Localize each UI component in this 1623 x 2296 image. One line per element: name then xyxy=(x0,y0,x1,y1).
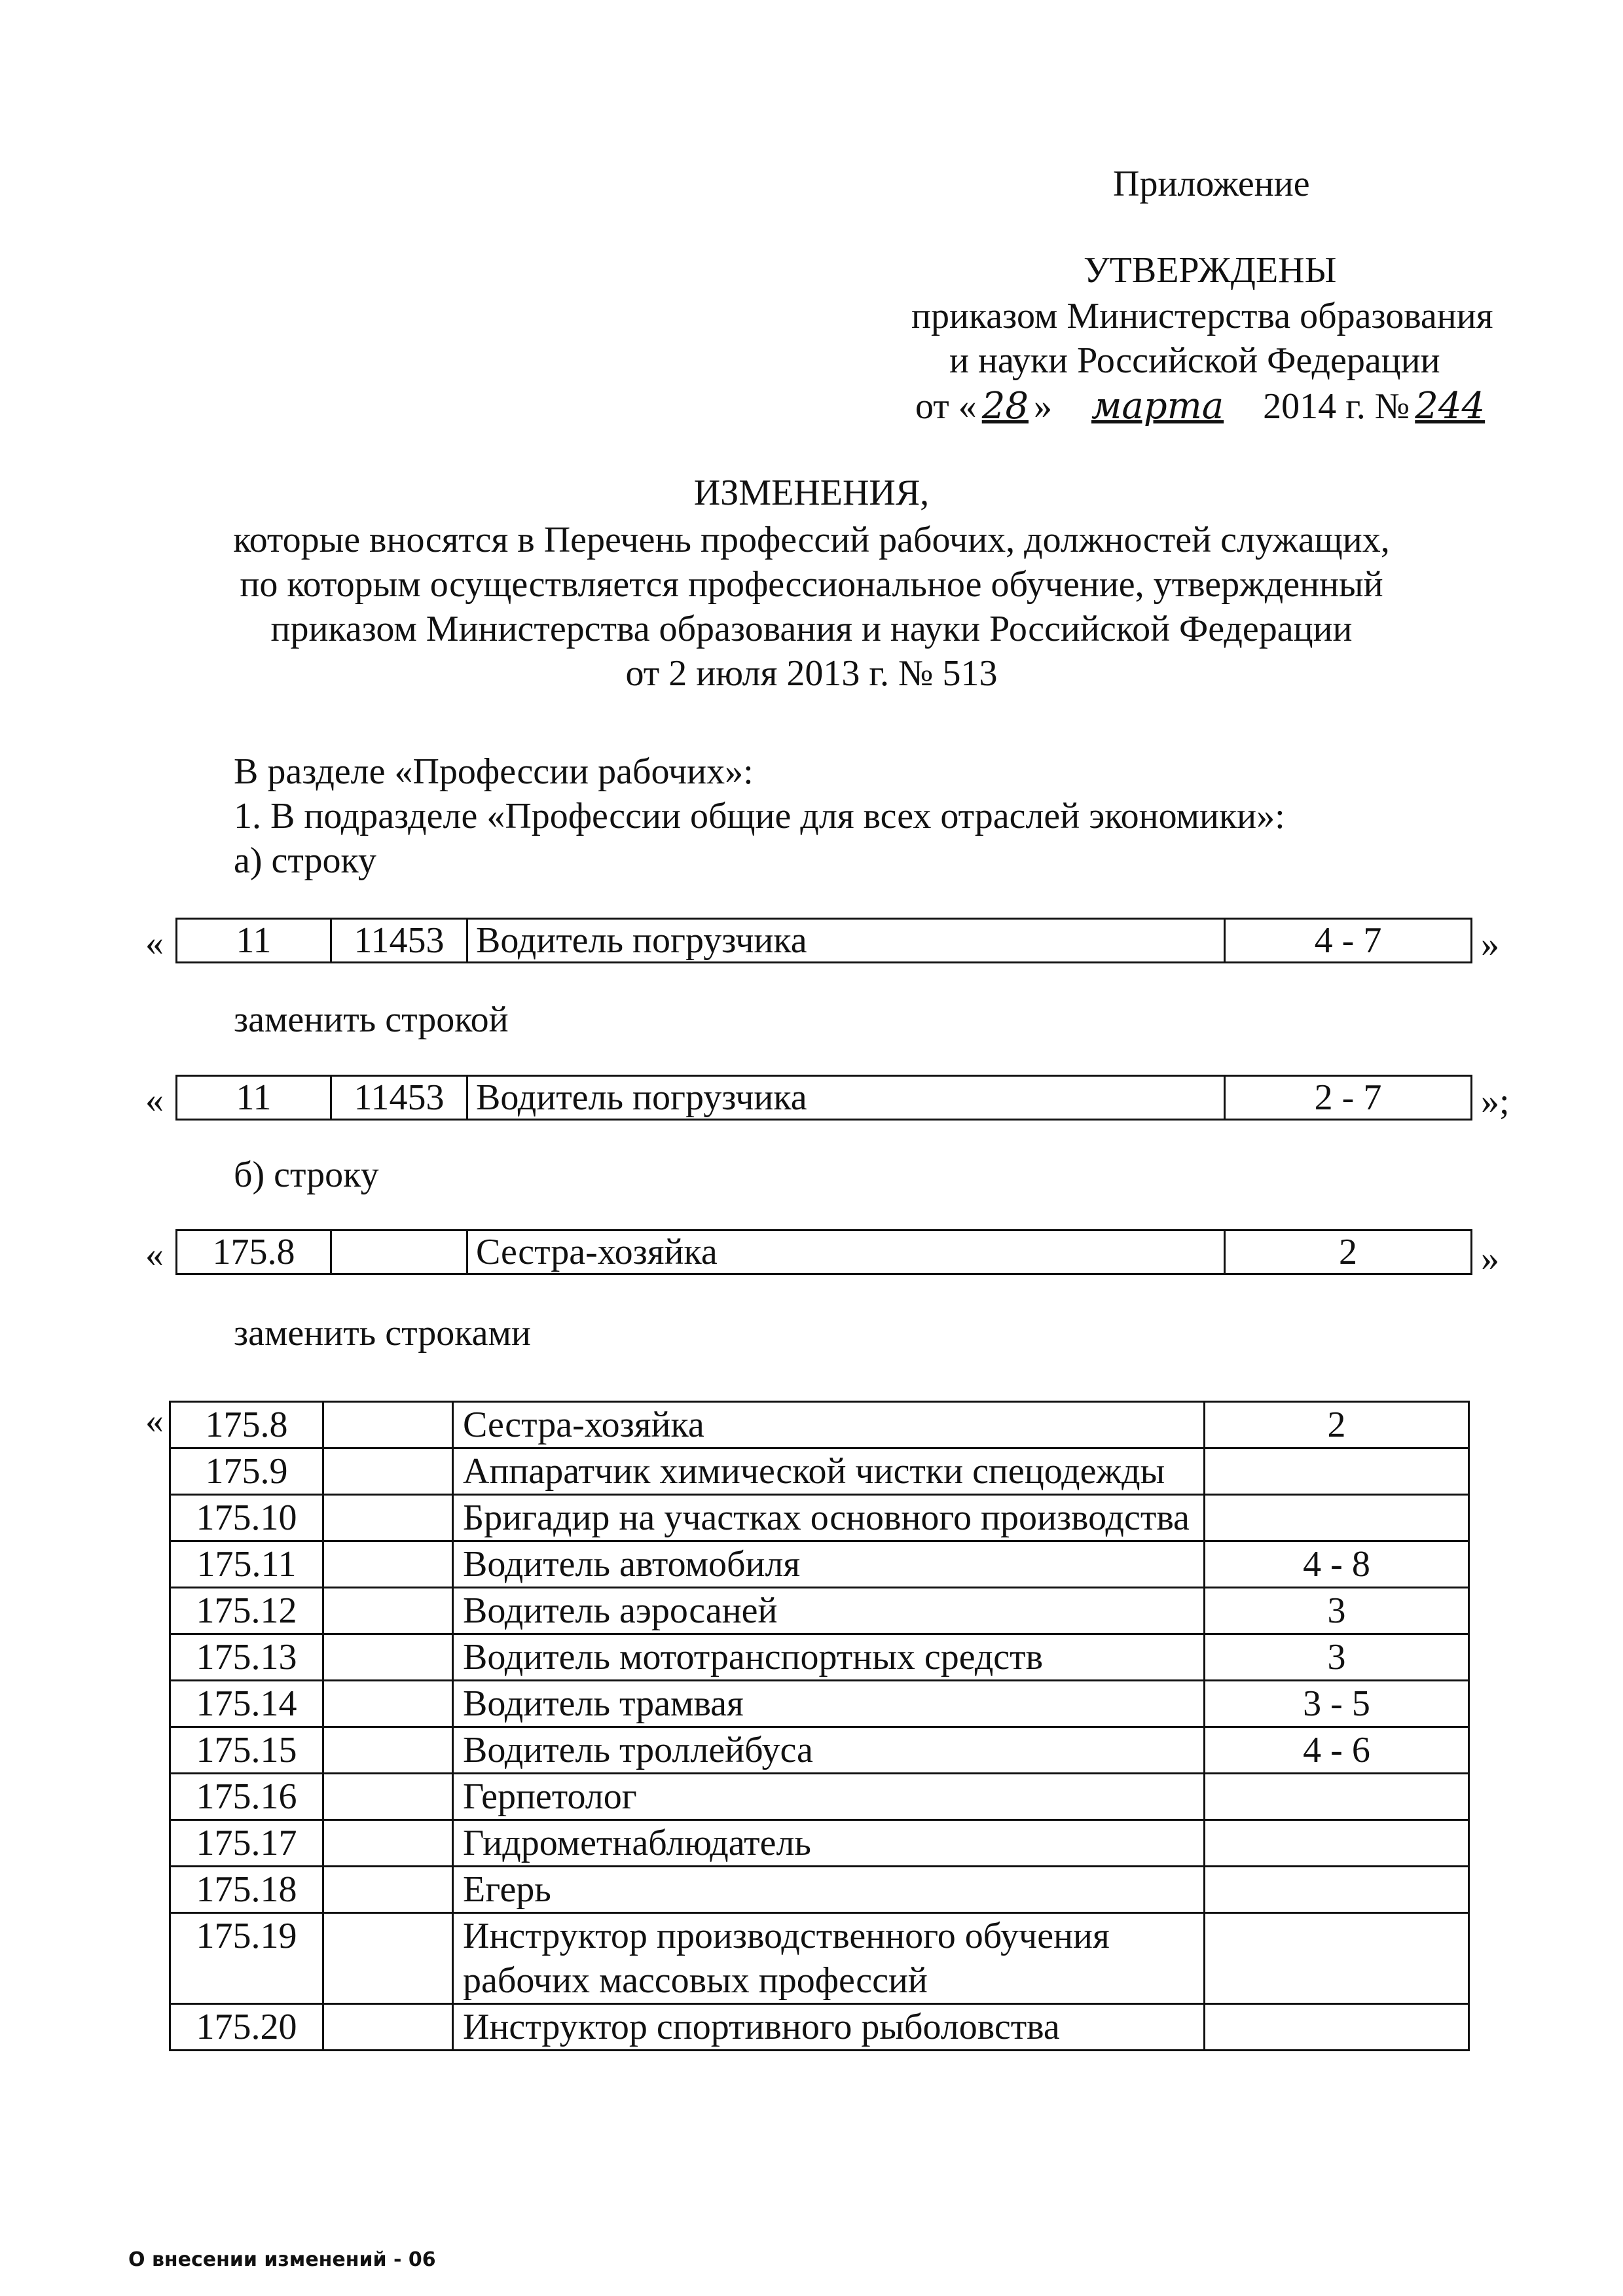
row-grade xyxy=(1205,1495,1469,1541)
row-num: 175.10 xyxy=(170,1495,323,1541)
row-grade: 4 - 6 xyxy=(1205,1727,1469,1774)
row-num: 175.8 xyxy=(177,1230,331,1274)
row-name: Инструктор производственного обучения рабочих массовых профессий xyxy=(453,1913,1205,2004)
table-row xyxy=(177,1230,1472,1274)
row-grade xyxy=(1205,2004,1469,2051)
row-name: Аппаратчик химической чистки спецодежды xyxy=(453,1448,1205,1495)
row-grade xyxy=(1205,1774,1469,1820)
date-day-handwritten: 28 xyxy=(981,385,1029,427)
row-code xyxy=(323,1402,453,1448)
subtitle-line-1: которые вносятся в Перечень профессий рабочих, должностей служащих, xyxy=(233,520,1390,560)
row-num: 175.19 xyxy=(170,1913,323,2004)
row-num: 175.13 xyxy=(170,1634,323,1681)
row-num: 175.15 xyxy=(170,1727,323,1774)
table-row xyxy=(170,2004,1469,2051)
row-name: Сестра-хозяйка xyxy=(453,1402,1205,1448)
row-num: 175.12 xyxy=(170,1588,323,1634)
row-grade: 3 - 5 xyxy=(1205,1681,1469,1727)
row-code xyxy=(323,1448,453,1495)
row-name: Водитель погрузчика xyxy=(467,919,1225,963)
row-grade xyxy=(1205,1913,1469,2004)
row-name: Водитель аэросаней xyxy=(453,1588,1205,1634)
order-number-handwritten: 244 xyxy=(1415,385,1486,427)
row-num: 11 xyxy=(177,919,331,963)
table-row xyxy=(170,1867,1469,1913)
approved-by-line: приказом Министерства образования xyxy=(911,296,1493,336)
table-row xyxy=(170,1727,1469,1774)
row-code xyxy=(323,1913,453,2004)
approved-label: УТВЕРЖДЕНЫ xyxy=(1084,250,1337,291)
open-quote: « xyxy=(145,1080,164,1121)
table-row xyxy=(170,1495,1469,1541)
date-mid: » xyxy=(1034,386,1052,427)
document-title: ИЗМЕНЕНИЯ, xyxy=(693,473,930,513)
open-quote: « xyxy=(145,923,164,963)
row-num: 175.20 xyxy=(170,2004,323,2051)
row-name: Водитель погрузчика xyxy=(467,1076,1225,1120)
row-num: 175.17 xyxy=(170,1820,323,1867)
table-row xyxy=(177,919,1472,963)
row-code xyxy=(323,2004,453,2051)
row-grade: 2 - 7 xyxy=(1225,1076,1472,1120)
subtitle-line-4: от 2 июля 2013 г. № 513 xyxy=(625,653,998,694)
date-prefix: от « xyxy=(915,386,977,427)
table-row xyxy=(170,1820,1469,1867)
appendix-label: Приложение xyxy=(1113,164,1310,204)
row-code xyxy=(331,1230,467,1274)
item-a-label: а) строку xyxy=(234,840,376,881)
table-row xyxy=(170,1681,1469,1727)
row-code xyxy=(323,1727,453,1774)
approved-ministry-line: и науки Российской Федерации xyxy=(949,340,1440,381)
row-grade xyxy=(1205,1867,1469,1913)
row-grade: 4 - 8 xyxy=(1205,1541,1469,1588)
replace-rows-label: заменить строками xyxy=(234,1313,531,1354)
row-name: Гидрометнаблюдатель xyxy=(453,1820,1205,1867)
row-name: Герпетолог xyxy=(453,1774,1205,1820)
row-code xyxy=(323,1820,453,1867)
row-code xyxy=(323,1681,453,1727)
row-a-old-table xyxy=(175,918,1472,963)
close-quote: » xyxy=(1481,1238,1499,1279)
row-num: 175.16 xyxy=(170,1774,323,1820)
row-num: 175.9 xyxy=(170,1448,323,1495)
table-row xyxy=(177,1076,1472,1120)
row-code xyxy=(323,1588,453,1634)
row-b-old-table xyxy=(175,1229,1472,1275)
table-row xyxy=(170,1774,1469,1820)
row-num: 175.18 xyxy=(170,1867,323,1913)
subtitle-line-3: приказом Министерства образования и науки Российской Федерации xyxy=(270,609,1353,649)
row-grade: 3 xyxy=(1205,1588,1469,1634)
row-name: Бригадир на участках основного производства xyxy=(453,1495,1205,1541)
row-code xyxy=(323,1495,453,1541)
row-num: 175.8 xyxy=(170,1402,323,1448)
table-row xyxy=(170,1402,1469,1448)
row-name: Водитель автомобиля xyxy=(453,1541,1205,1588)
table-row xyxy=(170,1588,1469,1634)
subtitle-line-2: по которым осуществляется профессиональное обучение, утвержденный xyxy=(240,564,1383,605)
row-grade xyxy=(1205,1448,1469,1495)
item-b-label: б) строку xyxy=(234,1155,379,1195)
table-row xyxy=(170,1634,1469,1681)
replace-row-label: заменить строкой xyxy=(234,999,509,1040)
row-a-new-table xyxy=(175,1075,1472,1121)
subsection-intro: 1. В подразделе «Профессии общие для всех отраслей экономики»: xyxy=(234,796,1285,836)
approval-date-line xyxy=(915,385,1490,428)
row-name: Водитель троллейбуса xyxy=(453,1727,1205,1774)
professions-table xyxy=(169,1401,1470,2051)
row-code xyxy=(323,1867,453,1913)
open-quote: « xyxy=(145,1234,164,1275)
open-quote: « xyxy=(145,1401,164,1441)
row-num: 11 xyxy=(177,1076,331,1120)
row-code xyxy=(323,1634,453,1681)
table-row xyxy=(170,1448,1469,1495)
row-num: 175.14 xyxy=(170,1681,323,1727)
row-code xyxy=(323,1774,453,1820)
table-row xyxy=(170,1913,1469,2004)
table-row xyxy=(170,1541,1469,1588)
row-code: 11453 xyxy=(331,919,467,963)
row-name: Егерь xyxy=(453,1867,1205,1913)
close-quote: » xyxy=(1481,924,1499,965)
row-grade: 2 xyxy=(1205,1402,1469,1448)
section-intro: В разделе «Профессии рабочих»: xyxy=(234,751,754,792)
row-code: 11453 xyxy=(331,1076,467,1120)
row-name: Водитель мототранспортных средств xyxy=(453,1634,1205,1681)
row-grade: 2 xyxy=(1225,1230,1472,1274)
close-quote-semicolon: »; xyxy=(1481,1081,1510,1122)
row-num: 175.11 xyxy=(170,1541,323,1588)
row-grade xyxy=(1205,1820,1469,1867)
row-name: Инструктор спортивного рыболовства xyxy=(453,2004,1205,2051)
row-name: Сестра-хозяйка xyxy=(467,1230,1225,1274)
row-grade: 3 xyxy=(1205,1634,1469,1681)
date-year: 2014 г. № xyxy=(1263,386,1410,427)
row-code xyxy=(323,1541,453,1588)
row-grade: 4 - 7 xyxy=(1225,919,1472,963)
row-name: Водитель трамвая xyxy=(453,1681,1205,1727)
date-month-handwritten: марта xyxy=(1091,385,1224,427)
footer-doc-id: О внесении изменений - 06 xyxy=(128,2248,436,2271)
